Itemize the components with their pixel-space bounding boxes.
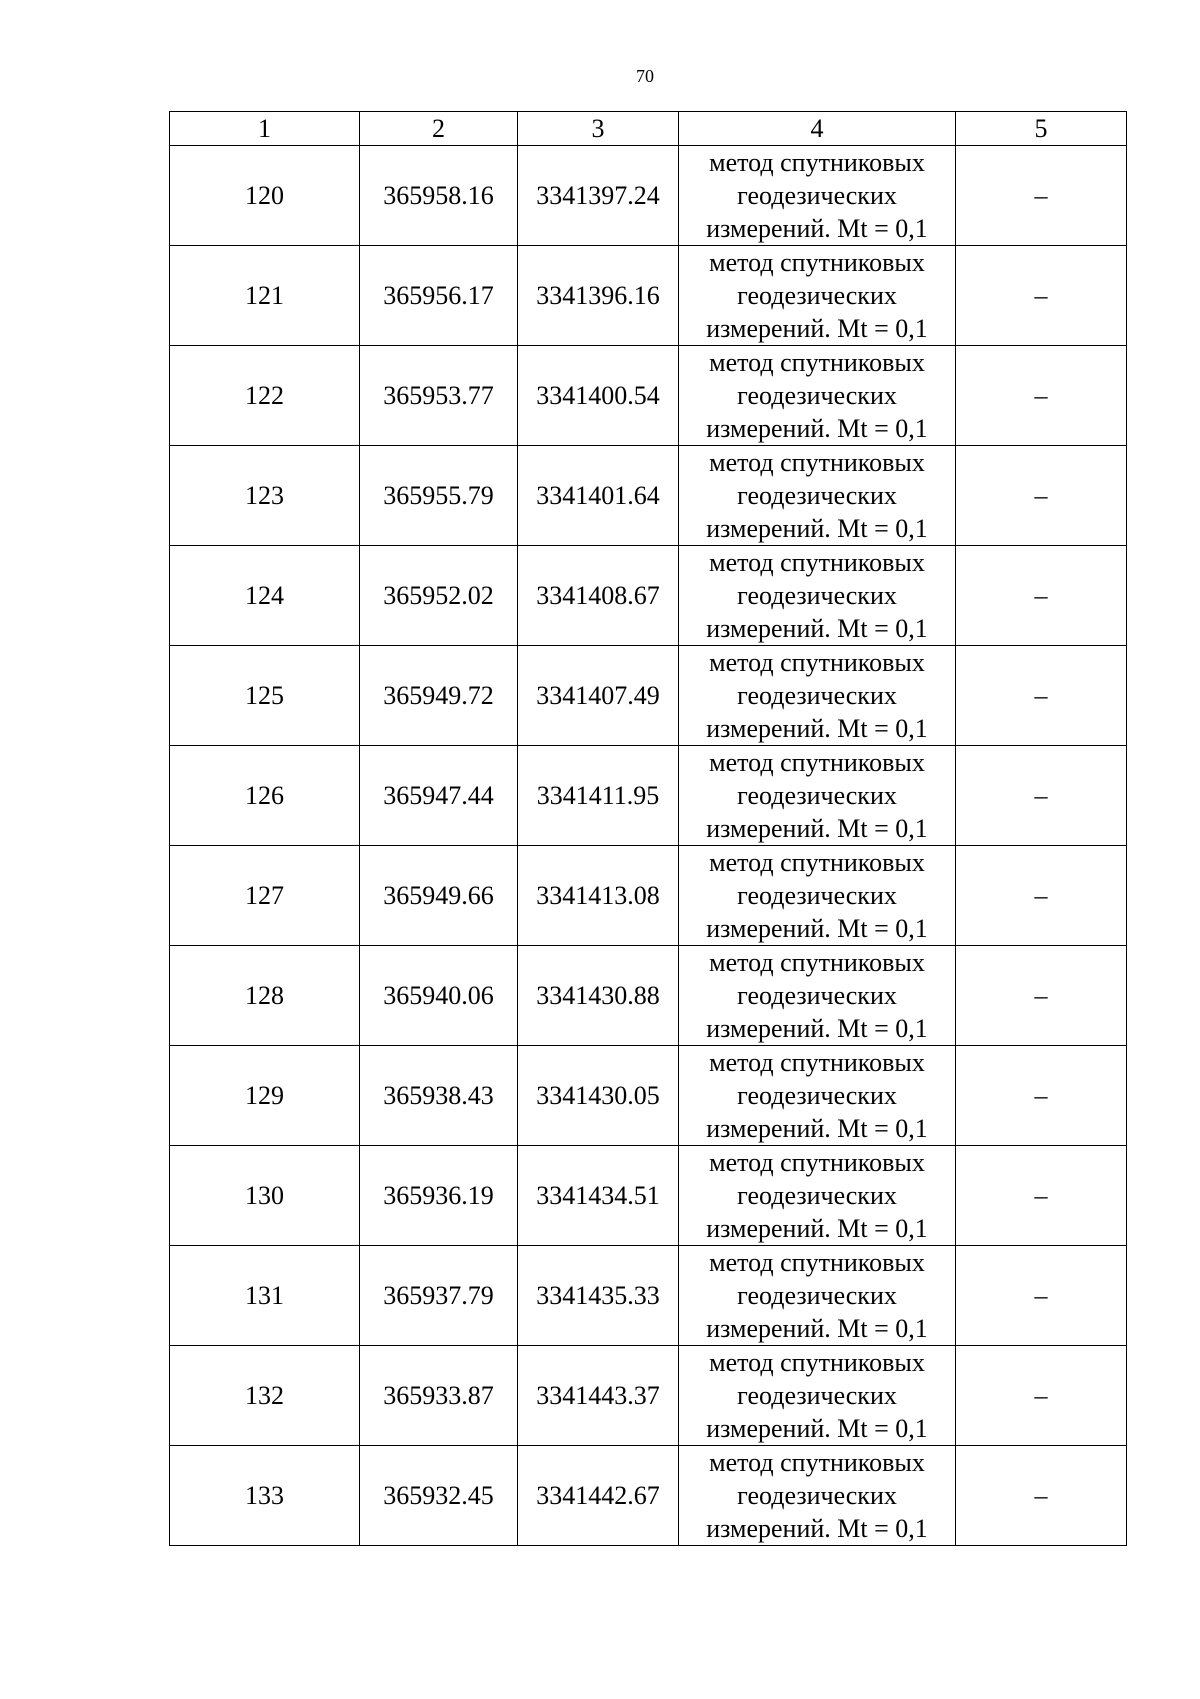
note-cell: – — [956, 1046, 1127, 1146]
point-number-cell: 126 — [170, 746, 360, 846]
y-coordinate-cell: 3341407.49 — [518, 646, 679, 746]
header-row — [170, 112, 1127, 146]
table-row — [170, 1146, 1127, 1246]
x-coordinate-cell: 365952.02 — [360, 546, 518, 646]
point-number-cell: 127 — [170, 846, 360, 946]
y-coordinate-cell: 3341443.37 — [518, 1346, 679, 1446]
x-coordinate-cell: 365938.43 — [360, 1046, 518, 1146]
point-number-cell: 122 — [170, 346, 360, 446]
x-coordinate-cell: 365956.17 — [360, 246, 518, 346]
point-number-cell: 120 — [170, 146, 360, 246]
note-cell: – — [956, 1346, 1127, 1446]
x-coordinate-cell: 365937.79 — [360, 1246, 518, 1346]
table-row — [170, 1046, 1127, 1146]
column-header-4: 4 — [679, 112, 956, 146]
x-coordinate-cell: 365955.79 — [360, 446, 518, 546]
point-number-cell: 121 — [170, 246, 360, 346]
table-row — [170, 1446, 1127, 1546]
note-cell: – — [956, 1246, 1127, 1346]
coordinates-table — [169, 111, 1127, 1546]
point-number-cell: 123 — [170, 446, 360, 546]
note-cell: – — [956, 146, 1127, 246]
y-coordinate-cell: 3341430.88 — [518, 946, 679, 1046]
x-coordinate-cell: 365958.16 — [360, 146, 518, 246]
table-row — [170, 146, 1127, 246]
x-coordinate-cell: 365947.44 — [360, 746, 518, 846]
point-number-cell: 124 — [170, 546, 360, 646]
note-cell: – — [956, 246, 1127, 346]
method-cell: метод спутниковых геодезических измерений. Mt = 0,1 — [679, 1046, 956, 1146]
y-coordinate-cell: 3341434.51 — [518, 1146, 679, 1246]
table-row — [170, 646, 1127, 746]
y-coordinate-cell: 3341408.67 — [518, 546, 679, 646]
table-row — [170, 1346, 1127, 1446]
point-number-cell: 133 — [170, 1446, 360, 1546]
method-cell: метод спутниковых геодезических измерений. Mt = 0,1 — [679, 1146, 956, 1246]
x-coordinate-cell: 365936.19 — [360, 1146, 518, 1246]
y-coordinate-cell: 3341413.08 — [518, 846, 679, 946]
method-cell: метод спутниковых геодезических измерений. Mt = 0,1 — [679, 1246, 956, 1346]
point-number-cell: 132 — [170, 1346, 360, 1446]
method-cell: метод спутниковых геодезических измерений. Mt = 0,1 — [679, 946, 956, 1046]
method-cell: метод спутниковых геодезических измерений. Mt = 0,1 — [679, 246, 956, 346]
table-row — [170, 746, 1127, 846]
x-coordinate-cell: 365932.45 — [360, 1446, 518, 1546]
method-cell: метод спутниковых геодезических измерений. Mt = 0,1 — [679, 646, 956, 746]
y-coordinate-cell: 3341435.33 — [518, 1246, 679, 1346]
point-number-cell: 129 — [170, 1046, 360, 1146]
method-cell: метод спутниковых геодезических измерений. Mt = 0,1 — [679, 146, 956, 246]
column-header-5: 5 — [956, 112, 1127, 146]
y-coordinate-cell: 3341400.54 — [518, 346, 679, 446]
note-cell: – — [956, 646, 1127, 746]
note-cell: – — [956, 446, 1127, 546]
note-cell: – — [956, 1146, 1127, 1246]
x-coordinate-cell: 365949.72 — [360, 646, 518, 746]
table-row — [170, 546, 1127, 646]
table-row — [170, 946, 1127, 1046]
table-row — [170, 246, 1127, 346]
y-coordinate-cell: 3341396.16 — [518, 246, 679, 346]
y-coordinate-cell: 3341411.95 — [518, 746, 679, 846]
point-number-cell: 131 — [170, 1246, 360, 1346]
page-number: 70 — [636, 66, 654, 86]
y-coordinate-cell: 3341397.24 — [518, 146, 679, 246]
point-number-cell: 125 — [170, 646, 360, 746]
x-coordinate-cell: 365933.87 — [360, 1346, 518, 1446]
y-coordinate-cell: 3341442.67 — [518, 1446, 679, 1546]
x-coordinate-cell: 365940.06 — [360, 946, 518, 1046]
method-cell: метод спутниковых геодезических измерений. Mt = 0,1 — [679, 846, 956, 946]
method-cell: метод спутниковых геодезических измерений. Mt = 0,1 — [679, 1346, 956, 1446]
note-cell: – — [956, 1446, 1127, 1546]
x-coordinate-cell: 365953.77 — [360, 346, 518, 446]
table-row — [170, 846, 1127, 946]
note-cell: – — [956, 946, 1127, 1046]
column-header-3: 3 — [518, 112, 679, 146]
method-cell: метод спутниковых геодезических измерений. Mt = 0,1 — [679, 446, 956, 546]
method-cell: метод спутниковых геодезических измерений. Mt = 0,1 — [679, 346, 956, 446]
y-coordinate-cell: 3341401.64 — [518, 446, 679, 546]
method-cell: метод спутниковых геодезических измерений. Mt = 0,1 — [679, 746, 956, 846]
y-coordinate-cell: 3341430.05 — [518, 1046, 679, 1146]
note-cell: – — [956, 846, 1127, 946]
note-cell: – — [956, 546, 1127, 646]
point-number-cell: 128 — [170, 946, 360, 1046]
point-number-cell: 130 — [170, 1146, 360, 1246]
note-cell: – — [956, 746, 1127, 846]
note-cell: – — [956, 346, 1127, 446]
column-header-1: 1 — [170, 112, 360, 146]
method-cell: метод спутниковых геодезических измерений. Mt = 0,1 — [679, 546, 956, 646]
table-row — [170, 446, 1127, 546]
method-cell: метод спутниковых геодезических измерений. Mt = 0,1 — [679, 1446, 956, 1546]
column-header-2: 2 — [360, 112, 518, 146]
table-row — [170, 1246, 1127, 1346]
x-coordinate-cell: 365949.66 — [360, 846, 518, 946]
table-row — [170, 346, 1127, 446]
